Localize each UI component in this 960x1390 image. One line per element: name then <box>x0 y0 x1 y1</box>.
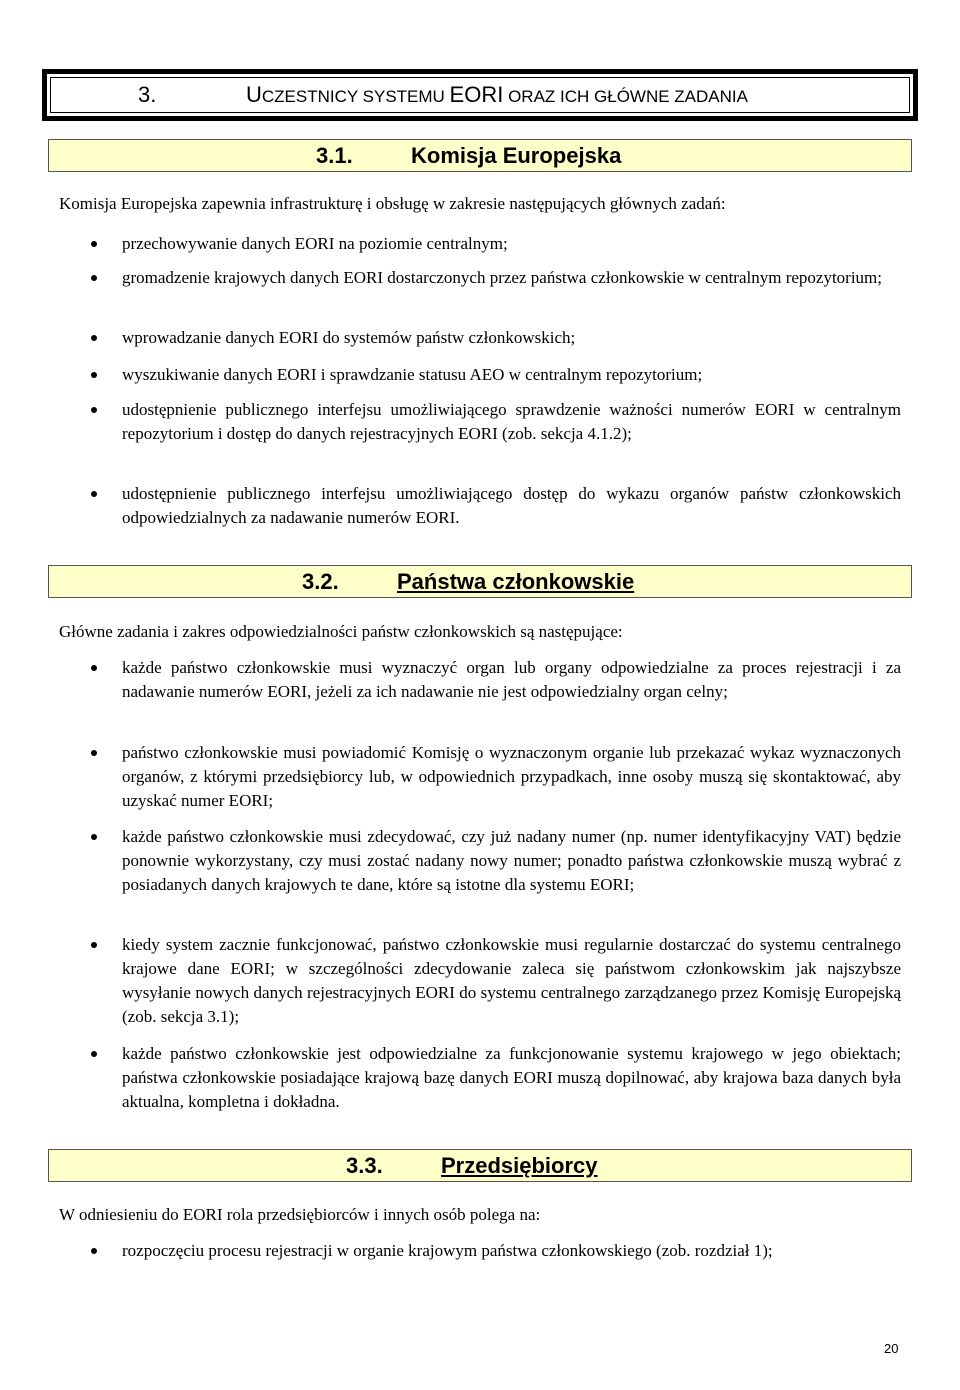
list-item: każde państwo członkowskie jest odpowiedzialne za funkcjonowanie systemu krajowego w jego obiektach; państwa członkowskie posiadające krajową bazę danych EORI muszą dopilnować, aby krajowa baza danych była aktualna, kompletna i dokładna. <box>122 1042 901 1114</box>
section-intro: Komisja Europejska zapewnia infrastrukturę i obsługę w zakresie następujących głównych zadań: <box>59 194 726 213</box>
chapter-number: 3. <box>138 82 157 107</box>
list-item: państwo członkowskie musi powiadomić Komisję o wyznaczonym organie lub przekazać wykaz wyznaczonych organów, z którymi przedsiębiorcy lub, w odpowiednich przypadkach, inne osoby muszą się skontaktować, aby uzyskać numer EORI; <box>122 741 901 813</box>
section-heading-3-2 <box>48 565 912 598</box>
chapter-title-part: CZESTNICY SYSTEMU <box>261 87 450 106</box>
section-heading-3-3 <box>48 1149 912 1182</box>
section-intro: W odniesieniu do EORI rola przedsiębiorców i innych osób polega na: <box>59 1205 541 1224</box>
section-number: 3.2. <box>302 569 339 594</box>
section-number: 3.3. <box>346 1153 383 1178</box>
section-title: Komisja Europejska <box>411 143 622 168</box>
list-item: przechowywanie danych EORI na poziomie centralnym; <box>122 232 901 256</box>
section-number: 3.1. <box>316 143 353 168</box>
list-item: udostępnienie publicznego interfejsu umożliwiającego dostęp do wykazu organów państw członkowskich odpowiedzialnych za nadawanie numerów EORI. <box>122 482 901 530</box>
chapter-title-part: U <box>246 82 262 107</box>
section-title: Przedsiębiorcy <box>441 1153 598 1178</box>
section-title: Państwa członkowskie <box>397 569 635 594</box>
list-item: rozpoczęciu procesu rejestracji w organie krajowym państwa członkowskiego (zob. rozdział 1); <box>122 1239 901 1263</box>
section-heading-3-1 <box>48 139 912 172</box>
list-item: wyszukiwanie danych EORI i sprawdzanie statusu AEO w centralnym repozytorium; <box>122 363 901 387</box>
list-item: wprowadzanie danych EORI do systemów państw członkowskich; <box>122 326 901 350</box>
list-item: gromadzenie krajowych danych EORI dostarczonych przez państwa członkowskie w centralnym repozytorium; <box>122 266 901 290</box>
list-item: każde państwo członkowskie musi wyznaczyć organ lub organy odpowiedzialne za proces rejestracji i za nadawanie numerów EORI, jeżeli za ich nadawanie nie jest odpowiedzialny organ celny; <box>122 656 901 704</box>
chapter-heading <box>138 82 748 110</box>
chapter-title-part: EORI <box>449 82 504 107</box>
page-number: 20 <box>884 1341 899 1356</box>
list-item: udostępnienie publicznego interfejsu umożliwiającego sprawdzenie ważności numerów EORI w centralnym repozytorium i dostęp do danych rejestracyjnych EORI (zob. sekcja 4.1.2); <box>122 398 901 446</box>
list-item: kiedy system zacznie funkcjonować, państwo członkowskie musi regularnie dostarczać do systemu centralnego krajowe dane EORI; w szczególności zdecydowanie zaleca się państwom członkowskim jak najszybsze wysyłanie nowych danych rejestracyjnych EORI do systemu centralnego zarządzanego przez Komisję Europejską (zob. sekcja 3.1); <box>122 933 901 1029</box>
section-intro: Główne zadania i zakres odpowiedzialności państw członkowskich są następujące: <box>59 622 623 641</box>
chapter-title-part: ORAZ ICH GŁÓWNE ZADANIA <box>503 87 748 106</box>
list-item: każde państwo członkowskie musi zdecydować, czy już nadany numer (np. numer identyfikacyjny VAT) będzie ponownie wykorzystany, czy musi zostać nadany nowy numer; ponadto państwa członkowskie muszą wybrać z posiadanych danych krajowych te dane, które są istotne dla systemu EORI; <box>122 825 901 897</box>
